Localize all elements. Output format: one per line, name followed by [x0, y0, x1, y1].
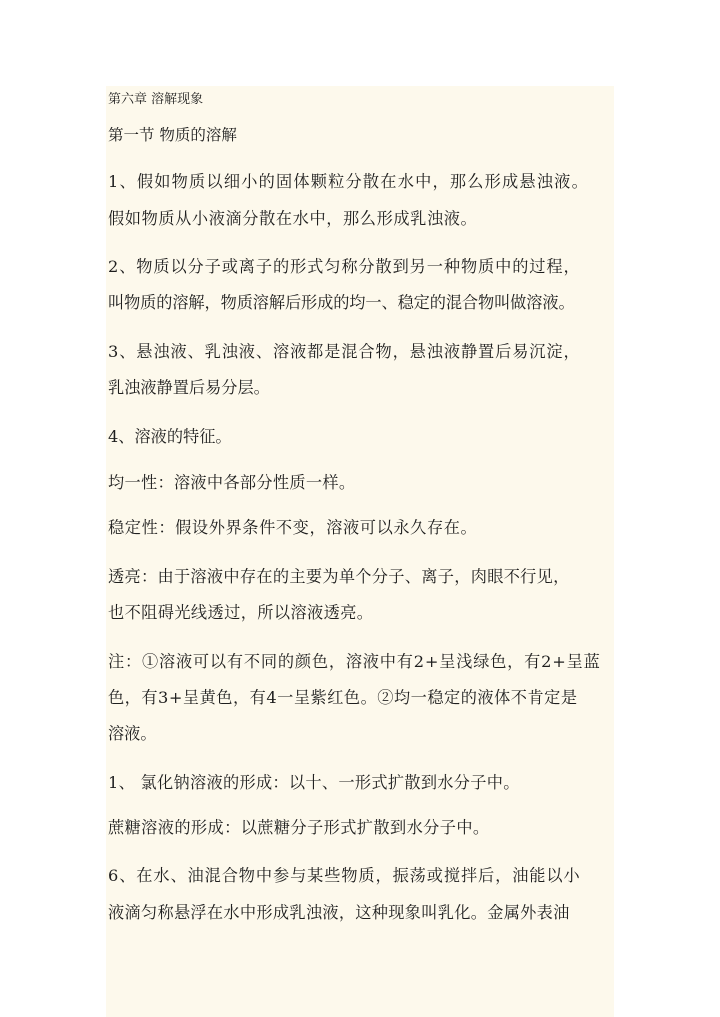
paragraph-line: 3、悬浊液、乳浊液、溶液都是混合物，悬浊液静置后易沉淀， — [108, 342, 581, 361]
paragraph-line: 溶液。 — [108, 724, 157, 743]
paragraph-line: 色，有3+呈黄色，有4一呈紫红色。②均一稳定的液体不肯定是 — [108, 688, 578, 707]
paragraph-line: 蔗糖溶液的形成：以蔗糖分子形式扩散到水分子中。 — [108, 818, 490, 837]
paragraph-line: 2、物质以分子或离子的形式匀称分散到另一种物质中的过程， — [108, 257, 581, 276]
chapter-title: 第六章 溶解现象 — [108, 92, 204, 107]
paragraph-line: 液滴匀称悬浮在水中形成乳浊液，这种现象叫乳化。金属外表油 — [108, 903, 570, 922]
paragraph-line: 6、在水、油混合物中参与某些物质，振荡或搅拌后，油能以小 — [108, 866, 581, 885]
paragraph-line: 1、 氯化钠溶液的形成：以十、一形式扩散到水分子中。 — [108, 773, 520, 792]
paragraph-line: 透亮：由于溶液中存在的主要为单个分子、离子，肉眼不行见， — [108, 567, 570, 586]
paragraph-line: 1、假如物质以细小的固体颗粒分散在水中，那么形成悬浊液。 — [108, 172, 589, 191]
paragraph-line: 也不阻碍光线透过，所以溶液透亮。 — [108, 603, 374, 622]
paragraph-line: 均一性：溶液中各部分性质一样。 — [108, 473, 356, 492]
paragraph-line: 注：①溶液可以有不同的颜色，溶液中有2+呈浅绿色，有2+呈蓝 — [108, 652, 601, 671]
section-title: 第一节 物质的溶解 — [108, 126, 237, 144]
paragraph-line: 叫物质的溶解，物质溶解后形成的均一、稳定的混合物叫做溶液。 — [108, 293, 575, 312]
paragraph-line: 乳浊液静置后易分层。 — [108, 378, 270, 397]
paragraph-line: 4、溶液的特征。 — [108, 427, 232, 446]
paragraph-line: 稳定性：假设外界条件不变，溶液可以永久存在。 — [108, 518, 478, 537]
paragraph-line: 假如物质从小液滴分散在水中，那么形成乳浊液。 — [108, 209, 478, 228]
